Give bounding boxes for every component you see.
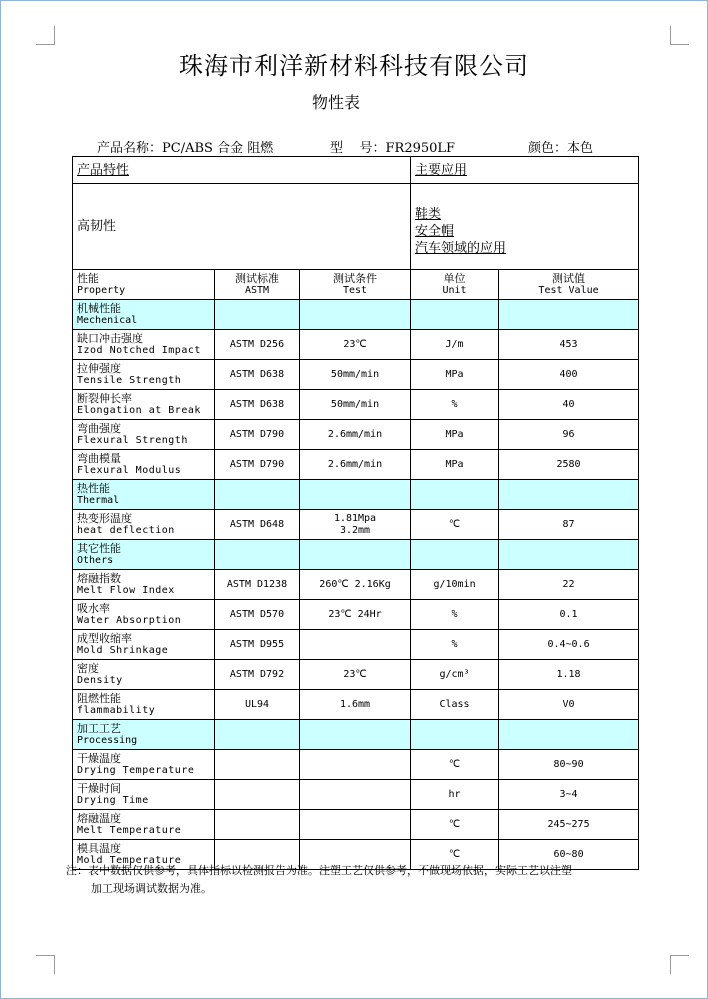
standard-cell: ASTM D256 [215,330,300,360]
model-label: 型 号： [330,141,386,156]
property-name-en: flammability [77,705,156,716]
characteristics-header: 产品特性 [73,157,411,184]
section-title [73,540,215,570]
section-empty-cell [300,720,411,750]
column-header-row [73,270,639,300]
value-cell: 1.18 [499,660,639,690]
property-name-cn: 拉伸强度 [77,362,121,375]
condition-column-header: 测试条件 Test [300,270,411,300]
applications-cell [411,184,639,270]
section-empty-cell [215,540,300,570]
property-name-en: Flexural Modulus [77,465,182,476]
color-label: 颜色： [528,141,568,156]
condition-text: 2.6mm/min [327,428,383,440]
table-row [73,420,639,450]
condition-cell [300,780,411,810]
unit-cell: MPa [411,420,499,450]
section-title [73,300,215,330]
value-cell: 96 [499,420,639,450]
condition-text: 23℃ [343,338,367,350]
table-row [73,690,639,720]
application-item: 安全帽 [415,224,455,239]
value-cell: 2580 [499,450,639,480]
table-row [73,600,639,630]
applications-header: 主要应用 [411,157,639,184]
section-empty-cell [499,300,639,330]
unit-cell: MPa [411,450,499,480]
table-row [73,390,639,420]
value-column-header: 测试值 Test Value [499,270,639,300]
condition-cell [300,390,411,420]
unit-cell: % [411,390,499,420]
value-cell: 80~90 [499,750,639,780]
unit-cell: ℃ [411,810,499,840]
condition-cell [300,810,411,840]
condition-text: 23℃ 24Hr [328,608,382,620]
property-name-en: Elongation at Break [77,405,201,416]
section-row [73,720,639,750]
property-name-cn: 吸水率 [77,602,110,615]
unit-cell: J/m [411,330,499,360]
unit-cell: ℃ [411,840,499,870]
property-cell [73,810,215,840]
characteristic-cell: 高韧性 [73,184,411,270]
property-name-en: Density [77,675,123,686]
condition-cell [300,630,411,660]
property-cell [73,630,215,660]
property-name-en: Izod Notched Impact [77,345,201,356]
value-cell: 453 [499,330,639,360]
section-empty-cell [215,480,300,510]
value-cell: 60~80 [499,840,639,870]
property-name-cn: 热变形温度 [77,512,132,525]
standard-cell: ASTM D638 [215,360,300,390]
condition-text: 50mm/min [330,368,380,380]
standard-cell [215,810,300,840]
standard-cell [215,750,300,780]
value-cell: 400 [499,360,639,390]
table-row [73,630,639,660]
color-field [528,137,593,156]
section-title [73,480,215,510]
section-empty-cell [300,480,411,510]
property-name-cn: 弯曲模量 [77,452,121,465]
product-name-label: 产品名称： [97,141,163,156]
value-cell: 3~4 [499,780,639,810]
property-name-en: Melt Temperature [77,825,182,836]
condition-text: 1.81Mpa [333,512,377,524]
unit-cell: g/cm³ [411,660,499,690]
property-cell [73,750,215,780]
property-cell [73,390,215,420]
property-name-cn: 模具温度 [77,842,121,855]
section-empty-cell [215,720,300,750]
condition-cell [300,450,411,480]
property-cell [73,450,215,480]
condition-text: 23℃ [343,668,367,680]
condition-cell [300,600,411,630]
condition-text: 1.6mm [339,698,371,710]
condition-text: 50mm/min [330,398,380,410]
section-empty-cell [499,480,639,510]
section-row [73,540,639,570]
property-name-en: Drying Temperature [77,765,195,776]
unit-cell: % [411,600,499,630]
condition-text-2: 3.2mm [339,524,371,536]
property-cell [73,570,215,600]
table-row [73,450,639,480]
standard-cell: ASTM D570 [215,600,300,630]
section-title-cn: 加工工艺 [77,722,121,735]
section-empty-cell [499,720,639,750]
features-header-row [73,157,639,184]
property-name-en: Water Absorption [77,615,182,626]
standard-cell: ASTM D790 [215,450,300,480]
condition-cell [300,360,411,390]
properties-table [72,156,639,870]
standard-cell: UL94 [215,690,300,720]
section-title-cn: 热性能 [77,482,110,495]
property-name-cn: 阻燃性能 [77,692,121,705]
table-row [73,360,639,390]
document-title: 物性表 [312,93,361,112]
condition-cell [300,330,411,360]
condition-text: 260℃ 2.16Kg [319,578,391,590]
property-name-en: Tensile Strength [77,375,182,386]
standard-column-header: 测试标准 ASTM [215,270,300,300]
table-row [73,570,639,600]
condition-cell [300,660,411,690]
section-title [73,720,215,750]
property-cell [73,600,215,630]
property-name-cn: 熔融温度 [77,812,121,825]
section-empty-cell [499,540,639,570]
property-name-cn: 缺口冲击强度 [77,332,143,345]
value-cell: 0.4~0.6 [499,630,639,660]
crop-mark-bottom-right [670,955,689,974]
property-cell [73,330,215,360]
property-name-en: heat deflection [77,525,175,536]
section-empty-cell [411,540,499,570]
condition-text: 2.6mm/min [327,458,383,470]
property-name-cn: 成型收缩率 [77,632,132,645]
standard-cell: ASTM D792 [215,660,300,690]
property-name-cn: 干燥温度 [77,752,121,765]
condition-cell [300,750,411,780]
standard-cell: ASTM D955 [215,630,300,660]
unit-cell: hr [411,780,499,810]
property-name-cn: 弯曲强度 [77,422,121,435]
section-title-cn: 机械性能 [77,302,121,315]
value-cell: 0.1 [499,600,639,630]
section-row [73,480,639,510]
property-cell [73,690,215,720]
property-cell [73,660,215,690]
unit-cell: MPa [411,360,499,390]
crop-mark-top-right [670,26,689,45]
property-name-cn: 干燥时间 [77,782,121,795]
features-content-row [73,184,639,270]
property-cell [73,420,215,450]
property-cell [73,780,215,810]
section-empty-cell [215,300,300,330]
value-cell: 22 [499,570,639,600]
footnote-line-2: 加工现场调试数据为准。 [91,882,212,895]
table-row [73,780,639,810]
condition-cell [300,570,411,600]
standard-cell: ASTM D638 [215,390,300,420]
unit-column-header: 单位 Unit [411,270,499,300]
value-cell: 245~275 [499,810,639,840]
section-empty-cell [300,300,411,330]
section-title-en: Others [77,555,114,566]
table-row [73,750,639,780]
standard-cell: ASTM D790 [215,420,300,450]
unit-cell: g/10min [411,570,499,600]
section-empty-cell [411,480,499,510]
section-empty-cell [300,540,411,570]
company-title: 珠海市利洋新材料科技有限公司 [179,52,529,80]
standard-cell [215,780,300,810]
value-cell: V0 [499,690,639,720]
property-name-cn: 熔融指数 [77,572,121,585]
property-cell [73,510,215,540]
standard-cell: ASTM D1238 [215,570,300,600]
section-title-cn: 其它性能 [77,542,121,555]
product-name-value: PC/ABS 合金 阻燃 [162,141,274,156]
unit-cell: ℃ [411,750,499,780]
condition-cell [300,690,411,720]
footnote-line-1: 注：表中数据仅供参考，具体指标以检测报告为准。注塑工艺仅供参考，不做现场依据，实际工艺以注塑 [66,864,572,877]
unit-cell: Class [411,690,499,720]
product-name-field [97,137,273,156]
crop-mark-top-left [36,26,55,45]
application-item: 鞋类 [415,207,442,222]
condition-cell [300,420,411,450]
property-name-en: Flexural Strength [77,435,188,446]
section-empty-cell [411,300,499,330]
property-name-en: Mold Shrinkage [77,645,169,656]
crop-mark-bottom-left [36,955,55,974]
condition-cell [300,510,411,540]
section-row [73,300,639,330]
section-title-en: Thermal [77,495,120,506]
section-title-en: Processing [77,735,138,746]
footnote [66,862,646,898]
property-name-cn: 断裂伸长率 [77,392,132,405]
unit-cell: % [411,630,499,660]
section-title-en: Mechenical [77,315,138,326]
value-cell: 40 [499,390,639,420]
property-column-header: 性能 Property [73,270,215,300]
application-item: 汽车领域的应用 [415,241,507,256]
model-field [330,137,455,156]
property-cell [73,360,215,390]
section-empty-cell [411,720,499,750]
table-row [73,810,639,840]
property-name-en: Melt Flow Index [77,585,175,596]
color-value: 本色 [567,141,594,156]
table-row [73,660,639,690]
table-row [73,330,639,360]
value-cell: 87 [499,510,639,540]
standard-cell: ASTM D648 [215,510,300,540]
property-name-en: Drying Time [77,795,149,806]
property-name-cn: 密度 [77,662,99,675]
unit-cell: ℃ [411,510,499,540]
table-row [73,510,639,540]
property-name-en: Mold Temperature [77,855,182,866]
model-value: FR2950LF [385,141,456,156]
